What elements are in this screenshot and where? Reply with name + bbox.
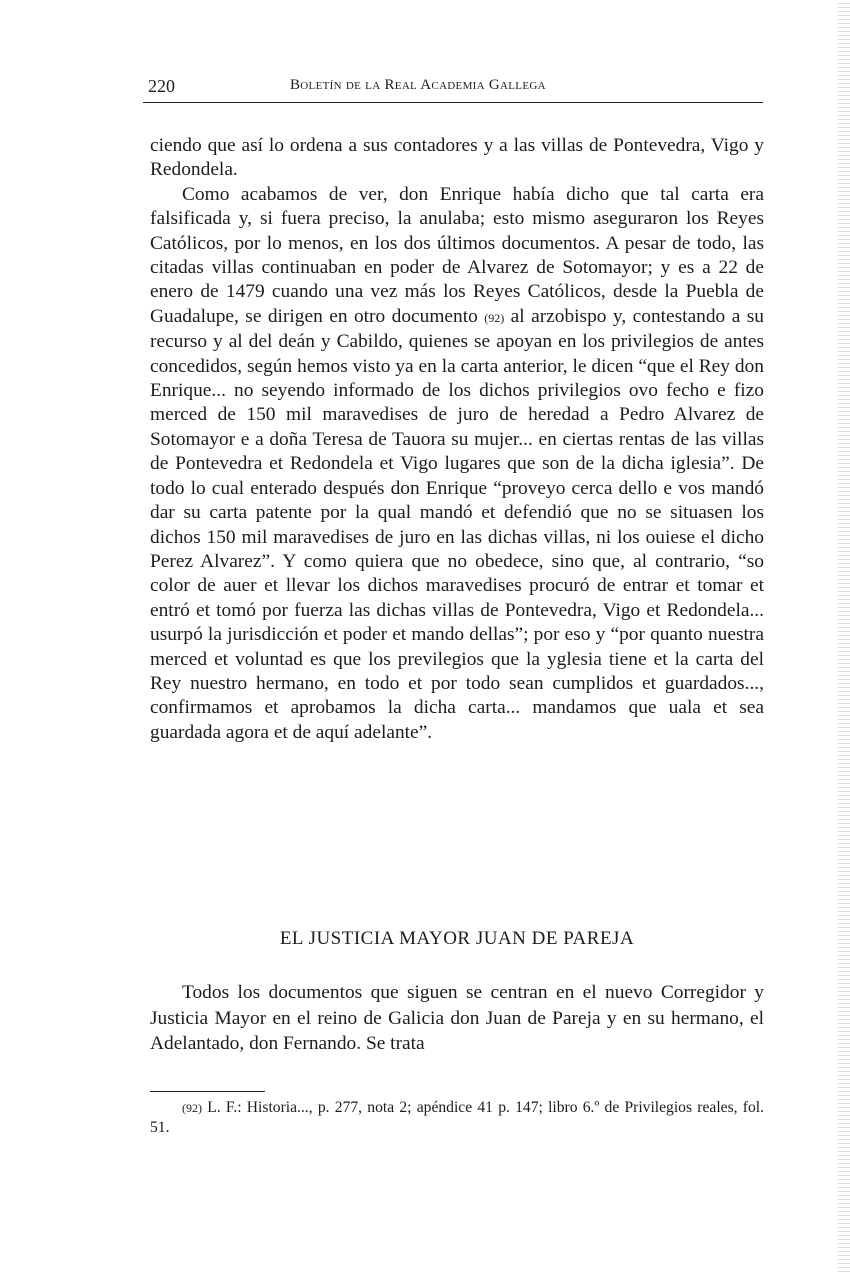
footnote-text: L. F.: Historia..., p. 277, nota 2; apéndice 41 p. 147; libro 6.º de Privilegios reales, fol. 51. <box>150 1099 764 1136</box>
scan-edge-noise <box>838 0 850 1274</box>
section-text <box>150 980 764 1057</box>
paragraph-main-continuation: al arzobispo y, contestando a su recurso y al del deán y Cabildo, quienes se apoyan en los privilegios de antes concedidos, según hemos visto ya en la carta anterior, le dicen “que el Rey don Enrique... no seyendo informado de los dichos privilegios ovo fecho e fizo merced de 150 mil maravedises de juro de heredad a Pedro Alvarez de Sotomayor e a doña Teresa de Tauora su mujer... en ciertas rentas de las villas de Pontevedra et Redondela et Vigo lugares que son de la dicha iglesia”. De todo lo cual enterado después don Enrique “proveyo cerca dello e vos mandó dar su carta patente por la qual mandó et defendió que no se situasen los dichos 150 mil maravedises de juro en las dichas villas, ni los ouiese el dicho Perez Alvarez”. Y como quiera que no obedece, sino que, al contrario, “so color de auer et llevar los dichos maravedises procuró de entrar et tomar et entró et tomó por fuerza las dichas villas de Pontevedra, Vigo et Redondela... usurpó la jurisdicción et poder et mando dellas”; por eso y “por quanto nuestra merced et voluntad es que los previlegios que la yglesia tiene et la carta del Rey nuestro hermano, en todo et por todo sean cumplidos et guardados..., confirmamos et aprobamos la dicha carta... mandamos que uala et sea guardada agora et de aquí adelante”. <box>150 305 764 743</box>
running-title: Boletín de la Real Academia Gallega <box>290 77 546 93</box>
paragraph-continuation: ciendo que así lo ordena a sus contadores y a las villas de Pontevedra, Vigo y Redondela. <box>150 135 764 181</box>
main-text <box>150 134 764 745</box>
paragraph-main-text: Como acabamos de ver, don Enrique había dicho que tal carta era falsificada y, si fuera preciso, la anulaba; esto mismo aseguraron los Reyes Católicos, por lo menos, en los dos últimos documentos. A pesar de todo, las citadas villas continuaban en poder de Alvarez de Sotomayor; y es a 22 de enero de 1479 cuando una vez más los Reyes Católicos, desde la Puebla de Guadalupe, se dirigen en otro documento <box>150 183 764 327</box>
footnote-mark: (92) <box>182 1101 202 1115</box>
section-heading: EL JUSTICIA MAYOR JUAN DE PAREJA <box>279 928 635 949</box>
footnote-entry <box>150 1098 764 1137</box>
footnote <box>150 1098 764 1137</box>
page-number: 220 <box>148 76 175 96</box>
paragraph-main <box>150 183 764 745</box>
footnote-reference: (92) <box>484 310 505 325</box>
footnote-rule <box>150 1091 265 1092</box>
header-rule <box>143 102 763 103</box>
section-paragraph: Todos los documentos que siguen se centran en el nuevo Corregidor y Justicia Mayor en el reino de Galicia don Juan de Pareja y en su hermano, el Adelantado, don Fernando. Se trata <box>150 982 764 1055</box>
